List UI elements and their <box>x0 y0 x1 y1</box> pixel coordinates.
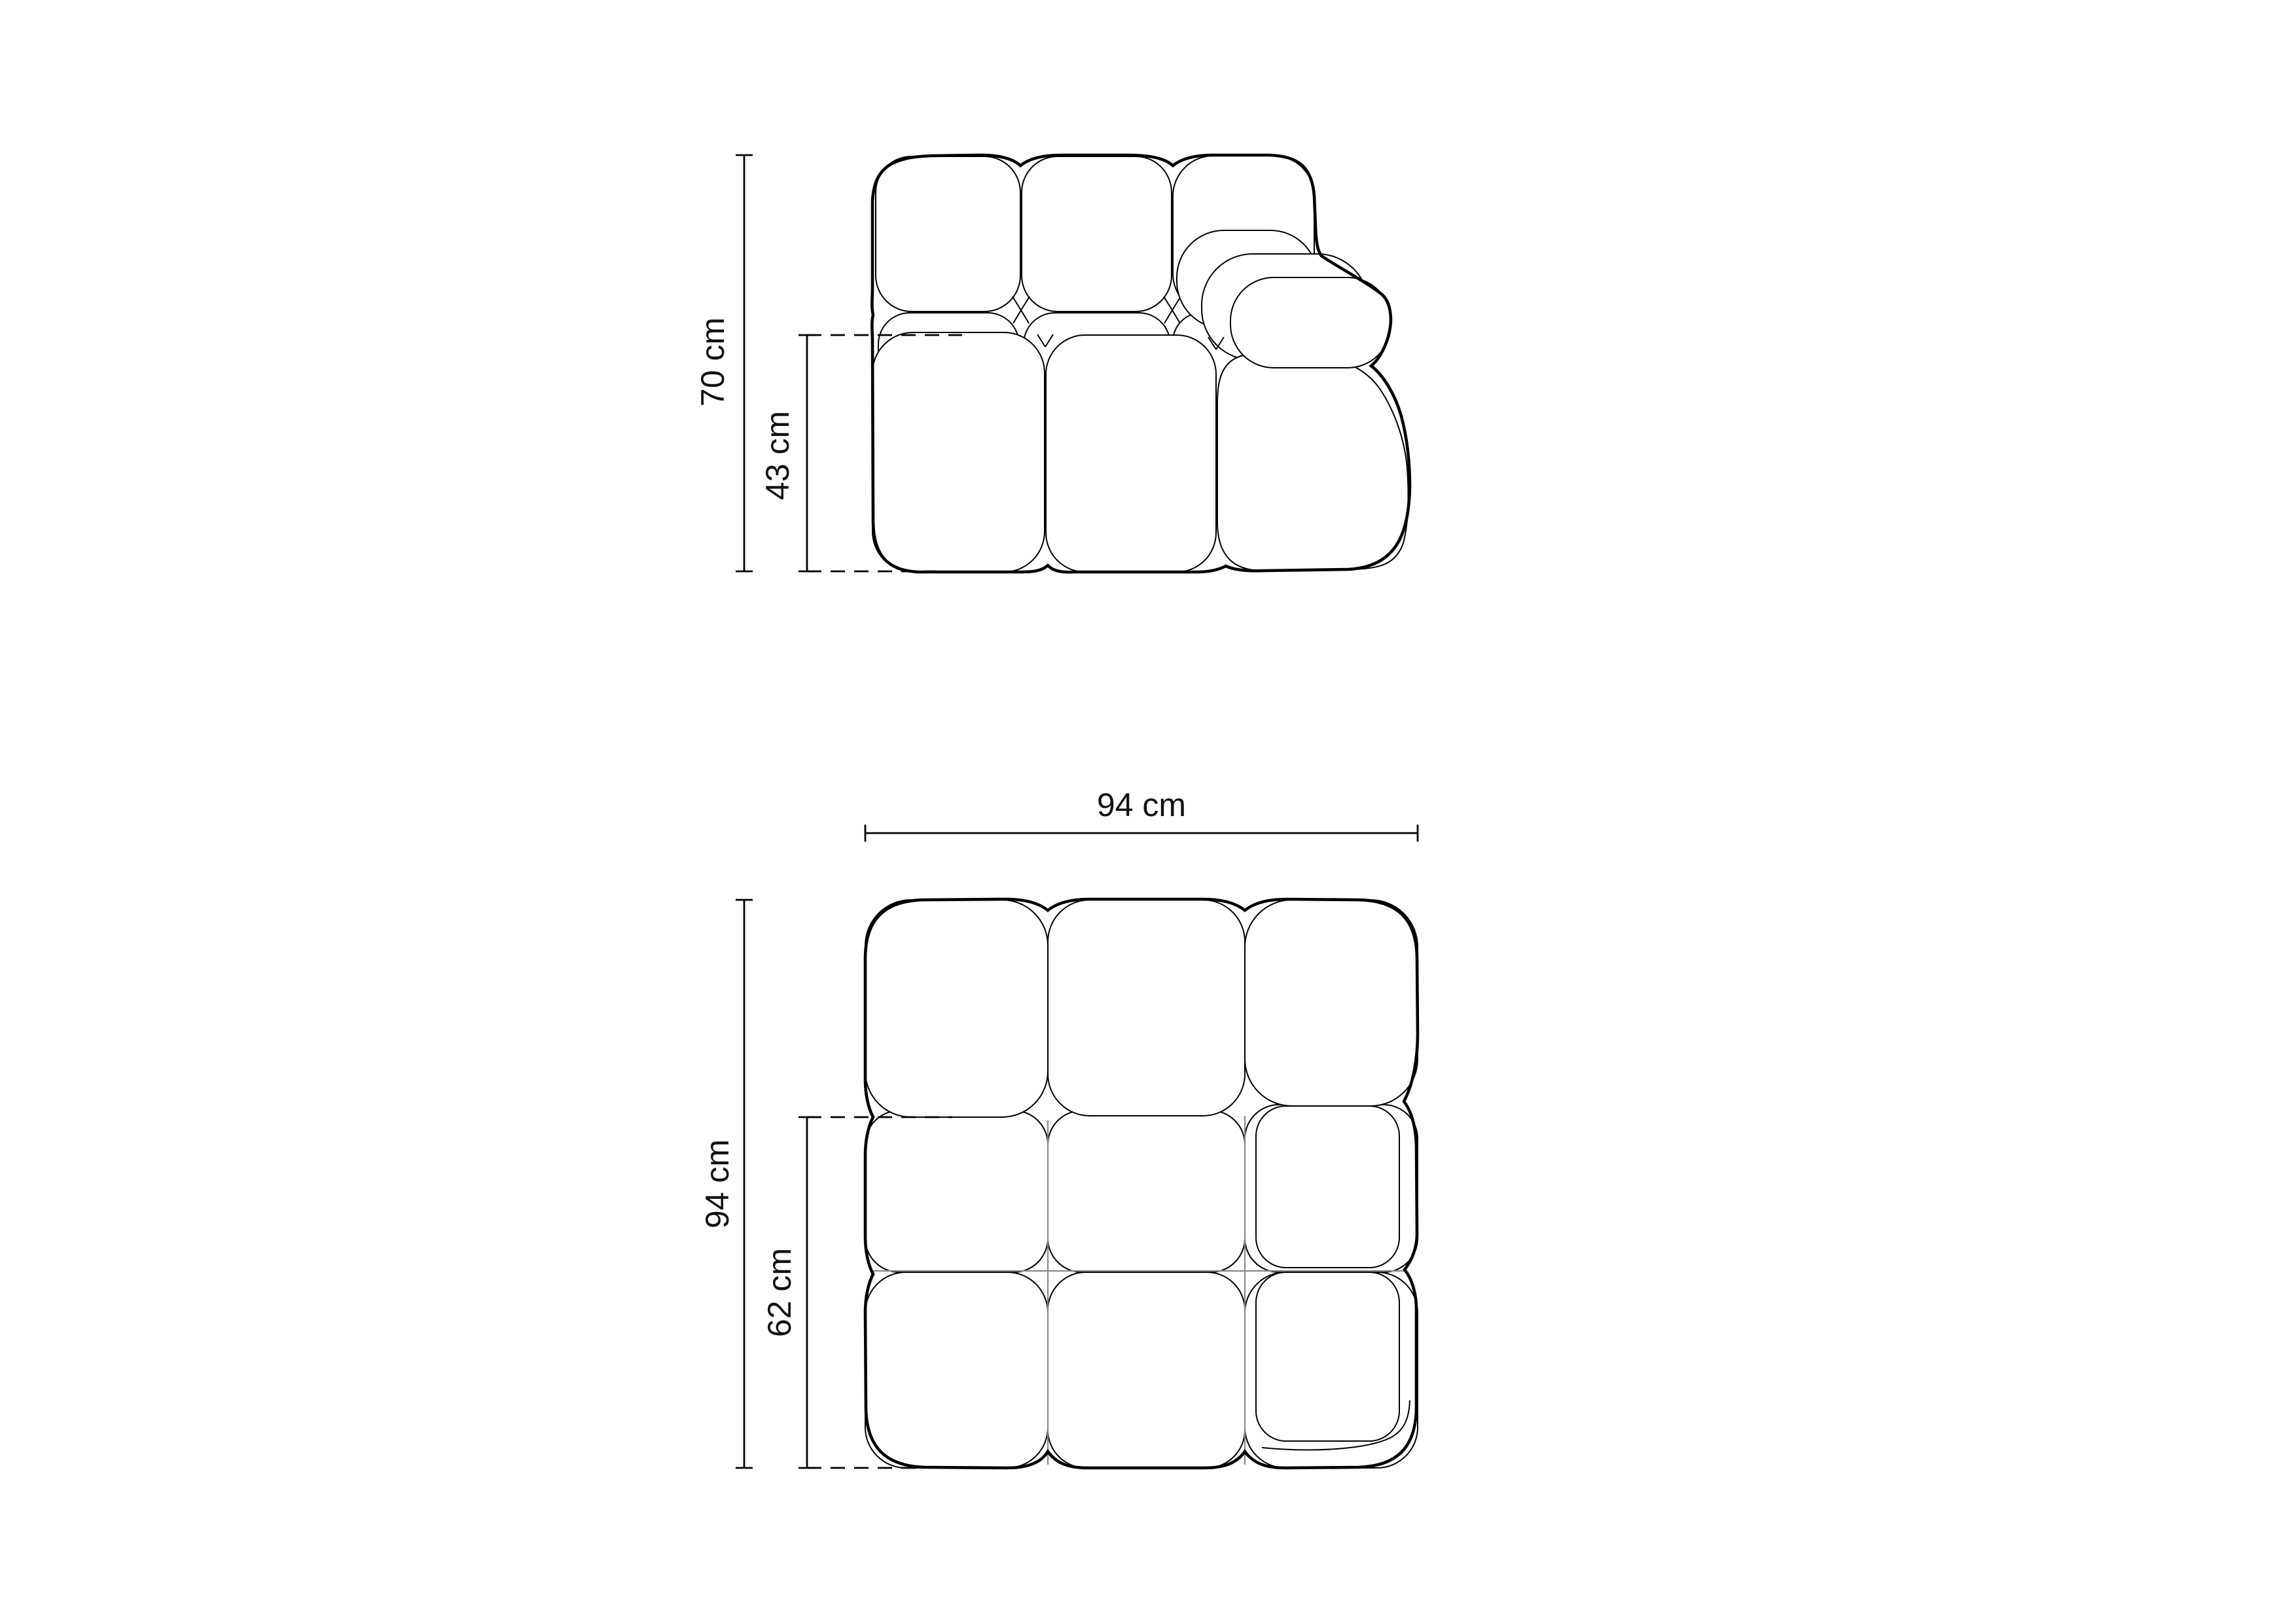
plan-seat-depth-label: 62 cm <box>761 1247 798 1338</box>
seat-cushion-left <box>872 332 1045 572</box>
front-sofa-drawing <box>872 155 1410 572</box>
plan-overall-depth-label: 94 cm <box>699 1139 736 1229</box>
plan-bubble-top-right <box>1245 900 1418 1106</box>
tuft-crease <box>1164 296 1181 323</box>
plan-bubble-middle-left <box>865 1111 1048 1272</box>
seat-body-right <box>1217 352 1408 571</box>
plan-bubble-bottom-center <box>1048 1272 1245 1468</box>
plan-sofa-drawing <box>865 899 1418 1468</box>
plan-bubble-top-center <box>1048 900 1245 1116</box>
plan-bubble-middle-center <box>1048 1111 1245 1272</box>
plan-bubble-bottom-left <box>865 1272 1048 1468</box>
front-overall-height-label: 70 cm <box>694 317 731 407</box>
front-seat-height-label: 43 cm <box>759 410 796 501</box>
seat-cushion-middle <box>1046 335 1216 572</box>
armrest-inner-panel-middle <box>1256 1106 1399 1268</box>
armrest-roll-front <box>1230 277 1391 368</box>
plan-overall-width-label: 94 cm <box>1096 787 1187 823</box>
armrest-inner-panel-bottom <box>1256 1272 1399 1441</box>
front-elevation-view <box>694 155 1410 572</box>
back-cushion-middle <box>1022 156 1172 312</box>
tuft-crease <box>1013 296 1030 323</box>
back-cushion-left <box>876 156 1020 312</box>
top-plan-view <box>699 787 1418 1468</box>
plan-bubble-top-left <box>865 900 1048 1117</box>
